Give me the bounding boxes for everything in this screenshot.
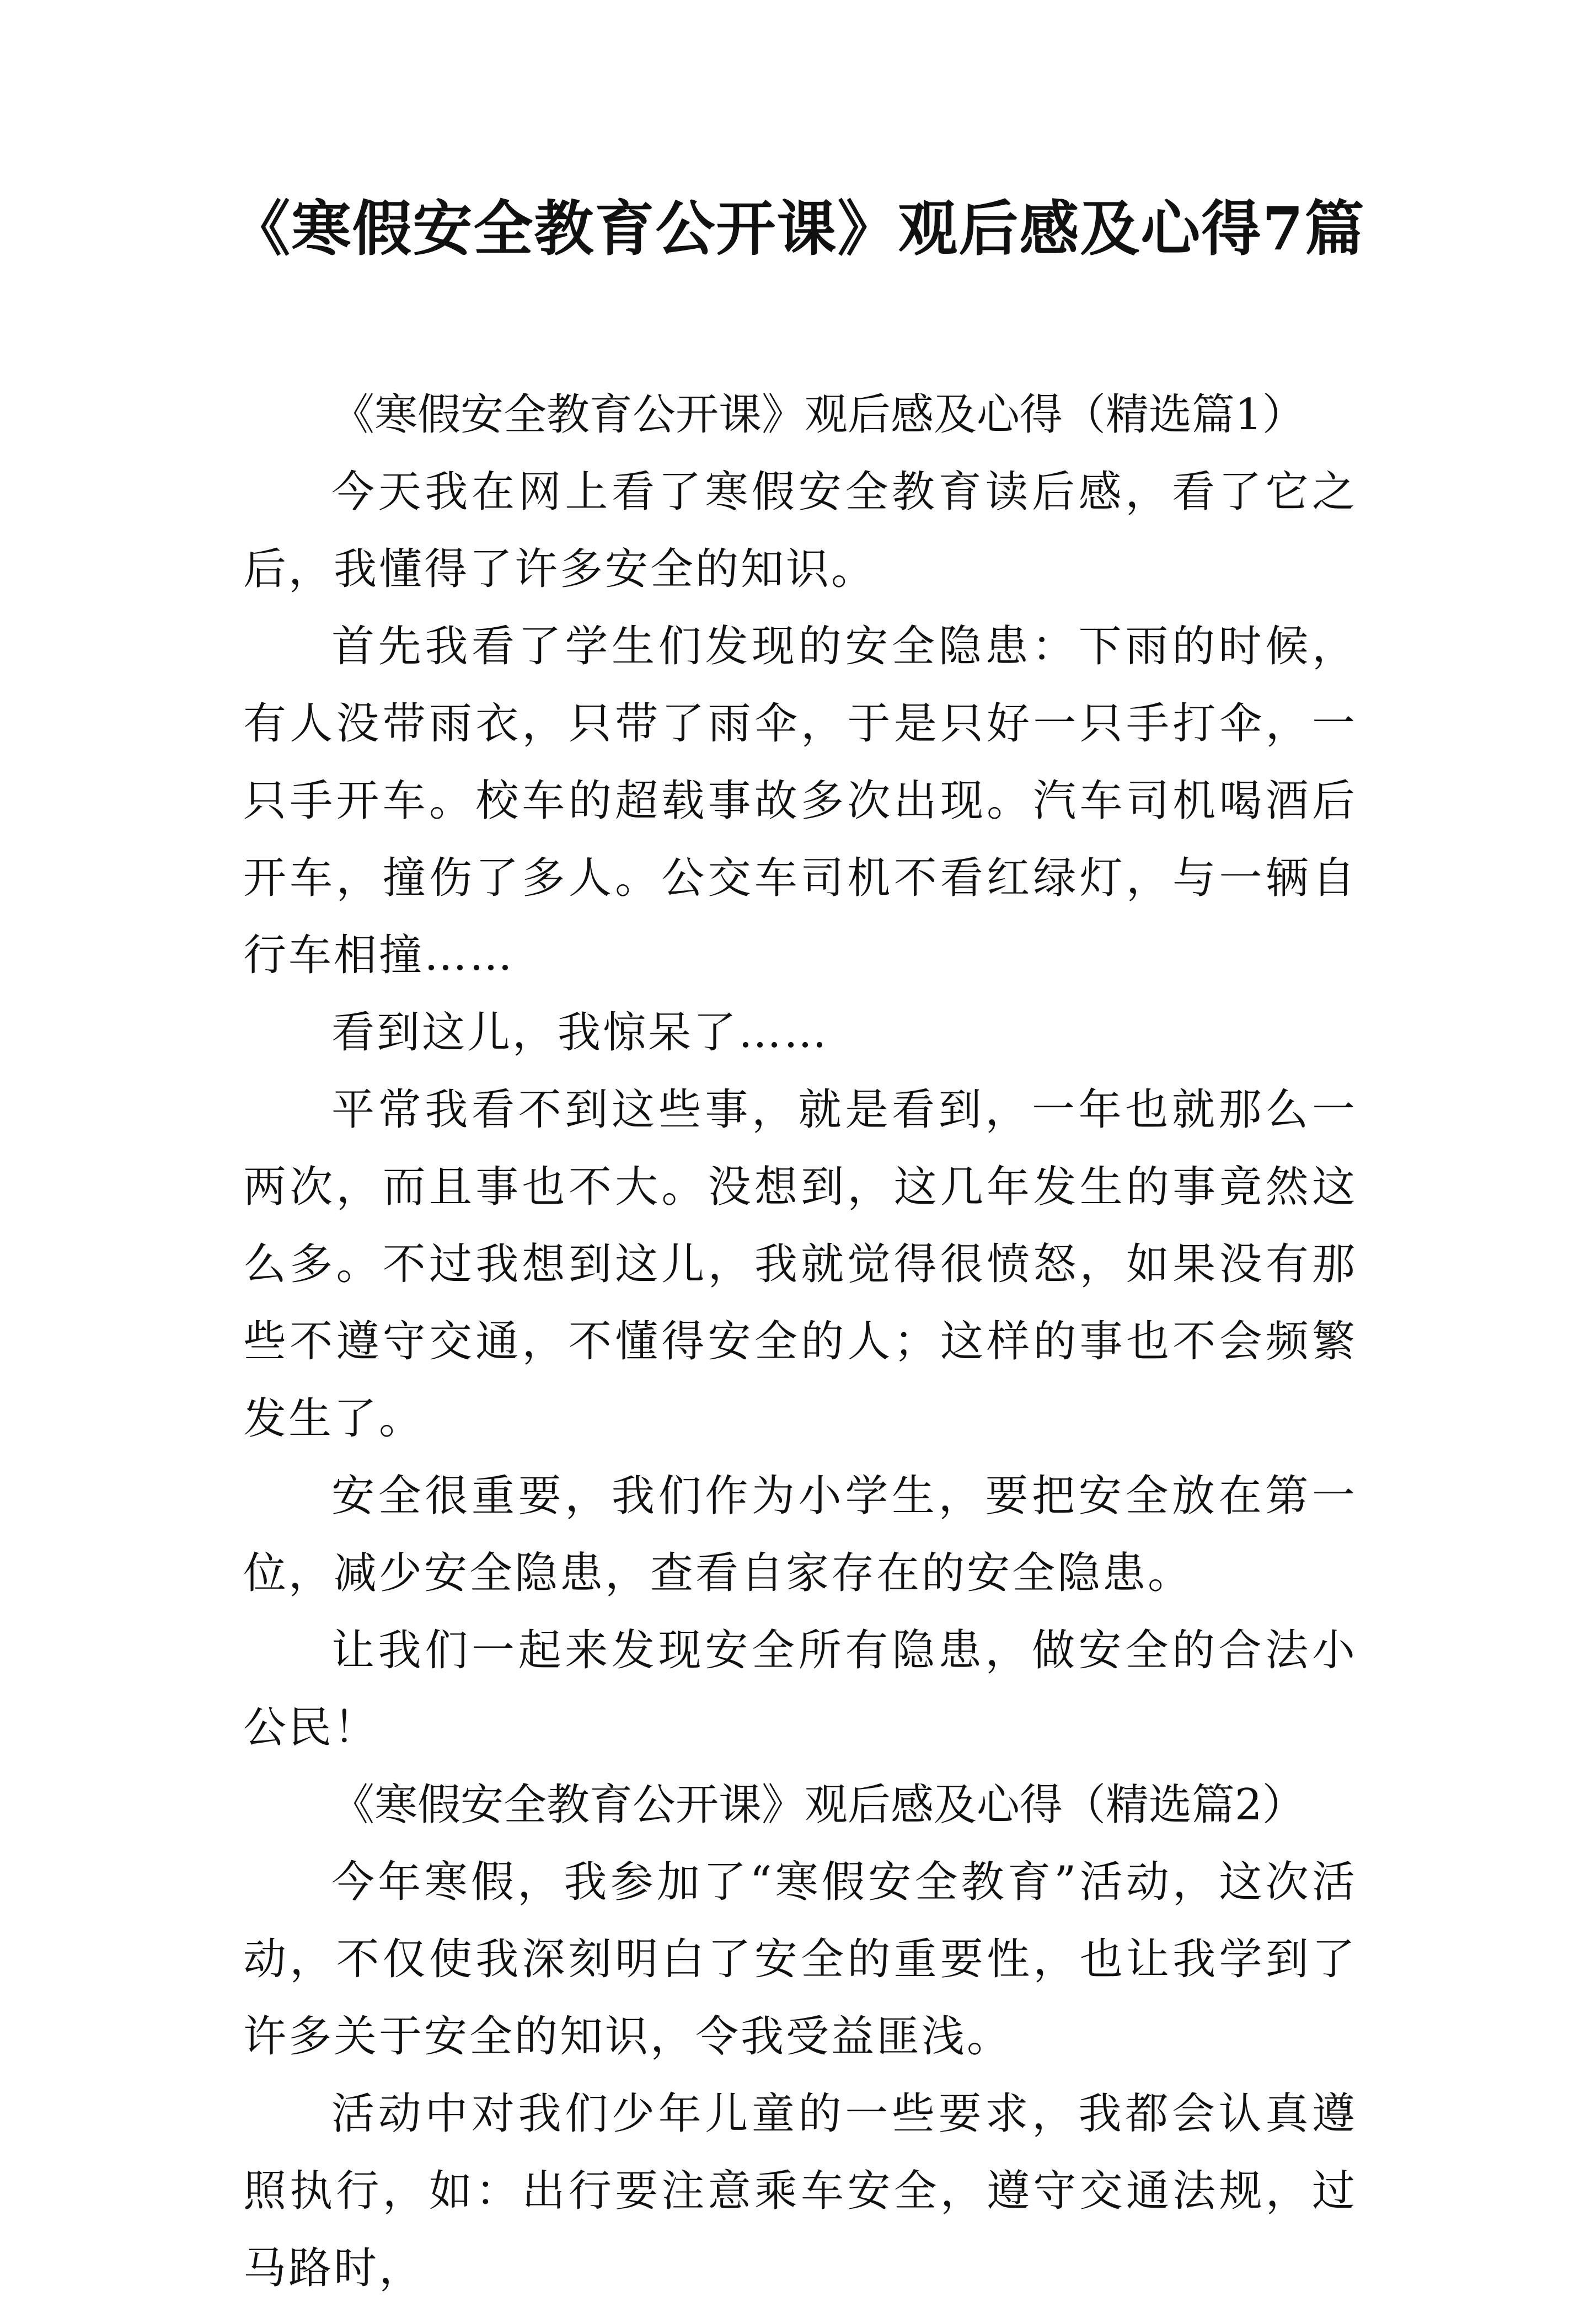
- paragraph: 平常我看不到这些事，就是看到，一年也就那么一两次，而且事也不大。没想到，这几年发生的事竟然这么多。不过我想到这儿，我就觉得很愤怒，如果没有那些不遵守交通，不懂得安全的人；这样的事也不会频繁发生了。: [243, 1085, 1357, 1444]
- paragraph: 今天我在网上看了寒假安全教育读后感，看了它之后，我懂得了许多安全的知识。: [243, 467, 1357, 594]
- paragraph: 看到这儿，我惊呆了……: [331, 1008, 829, 1058]
- paragraph: 安全很重要，我们作为小学生，要把安全放在第一位，减少安全隐患，查看自家存在的安全隐患。: [243, 1471, 1357, 1598]
- section-heading-1: 《寒假安全教育公开课》观后感及心得（精选篇1）: [331, 390, 1305, 440]
- document-title: 《寒假安全教育公开课》观后感及心得7篇: [231, 194, 1365, 264]
- section-heading-2: 《寒假安全教育公开课》观后感及心得（精选篇2）: [331, 1780, 1305, 1830]
- document-body: [243, 376, 1357, 2307]
- paragraph: 今年寒假，我参加了“寒假安全教育”活动，这次活动，不仅使我深刻明白了安全的重要性，也让我学到了许多关于安全的知识，令我受益匪浅。: [243, 1857, 1357, 2062]
- paragraph: 活动中对我们少年儿童的一些要求，我都会认真遵照执行，如：出行要注意乘车安全，遵守交通法规，过马路时，: [243, 2089, 1357, 2293]
- paragraph: 首先我看了学生们发现的安全隐患：下雨的时候，有人没带雨衣，只带了雨伞，于是只好一只手打伞，一只手开车。校车的超载事故多次出现。汽车司机喝酒后开车，撞伤了多人。公交车司机不看红绿灯，与一辆自行车相撞……: [243, 622, 1357, 980]
- paragraph: 让我们一起来发现安全所有隐患，做安全的合法小公民！: [243, 1626, 1357, 1753]
